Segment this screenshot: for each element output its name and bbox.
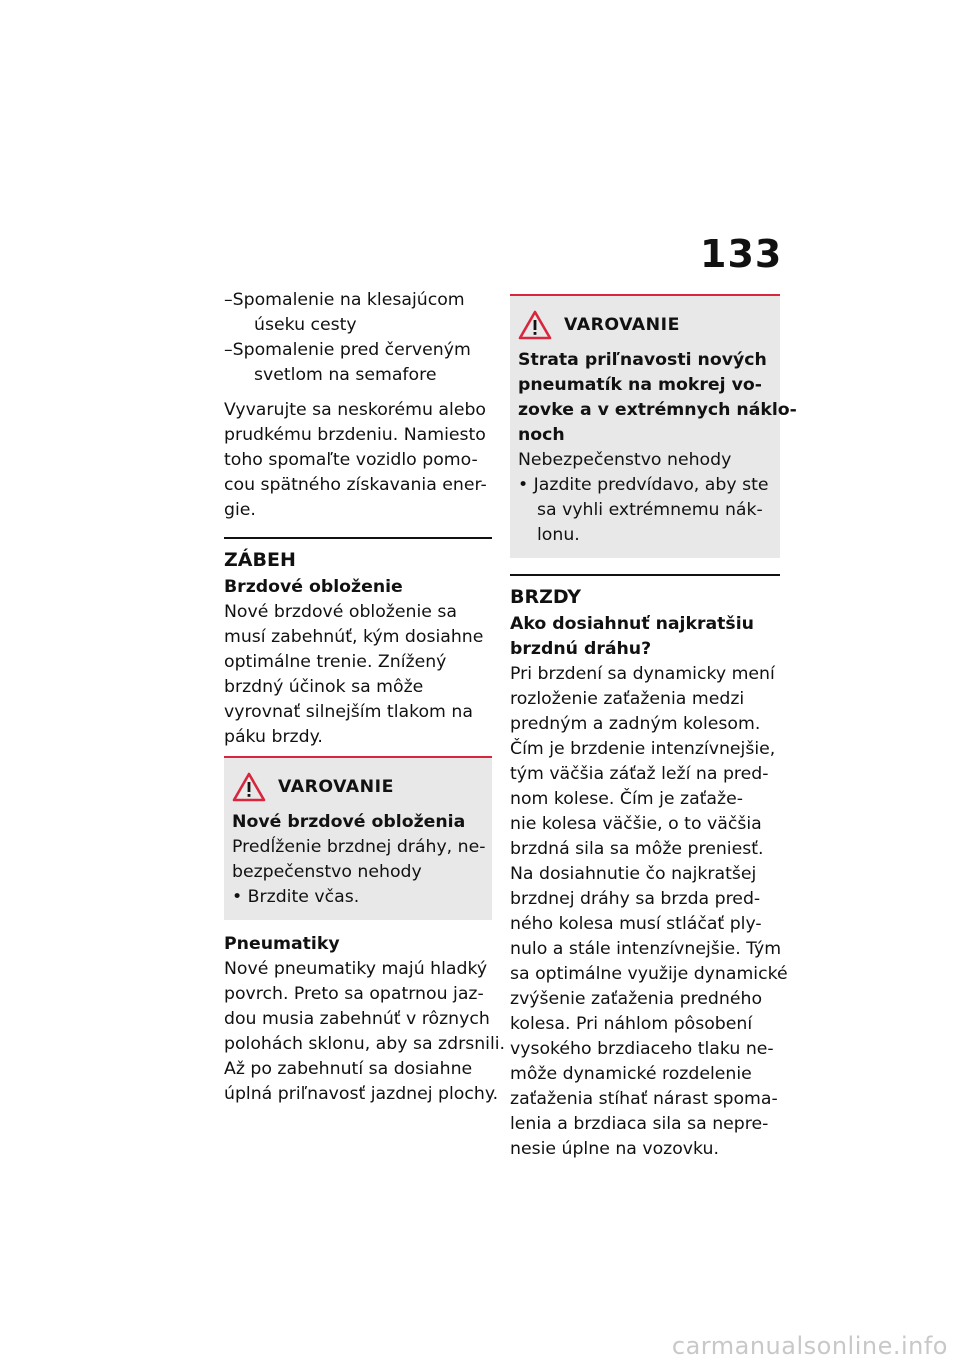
warning-heading-line: pneumatík na mokrej vo-	[518, 375, 762, 395]
brake-pads-line: optimálne trenie. Znížený	[224, 652, 447, 672]
body-line: brzdnej dráhy sa brzda pred-	[510, 889, 761, 909]
body-line: vysokého brzdiaceho tlaku ne-	[510, 1039, 774, 1059]
warning-heading-line: zovke a v extrémnych náklo-	[518, 400, 797, 420]
body-line: tým väčšia záťaž leží na pred-	[510, 764, 769, 784]
body-line: zvýšenie zaťaženia predného	[510, 989, 763, 1009]
advice-line: Vyvarujte sa neskorému alebo	[224, 400, 487, 420]
brake-pads-line: musí zabehnúť, kým dosiahne	[224, 627, 484, 647]
section-title-zabeh: ZÁBEH	[224, 549, 296, 571]
section-title-brzdy: BRZDY	[510, 586, 582, 608]
warning-heading-line: noch	[518, 425, 565, 445]
warning-triangle-icon	[232, 772, 266, 802]
warning-line: bezpečenstvo nehody	[232, 862, 422, 882]
warning-bullet-line: sa vyhli extrémnemu nák-	[537, 500, 763, 520]
body-line: Na dosiahnutie čo najkratšej	[510, 864, 757, 884]
body-line: lenia a brzdiaca sila sa nepre-	[510, 1114, 769, 1134]
warning-triangle-icon	[518, 310, 552, 340]
warning-label: VAROVANIE	[564, 315, 680, 335]
body-line: sa optimálne využije dynamické	[510, 964, 788, 984]
tyres-line: povrch. Preto sa opatrnou jaz-	[224, 984, 484, 1004]
page-number: 133	[700, 232, 783, 276]
advice-line: cou spätného získavania ener-	[224, 475, 487, 495]
tyres-heading: Pneumatiky	[224, 934, 340, 954]
body-line: môže dynamické rozdelenie	[510, 1064, 752, 1084]
section-brzdy	[510, 574, 788, 1162]
tyres-line: polohách sklonu, aby sa zdrsnili.	[224, 1034, 506, 1054]
brake-pads-heading: Brzdové obloženie	[224, 577, 403, 597]
body-line: nulo a stále intenzívnejšie. Tým	[510, 939, 782, 959]
brake-pads-line: vyrovnať silnejším tlakom na	[224, 702, 473, 722]
brake-pads-line: páku brzdy.	[224, 727, 323, 747]
tyres-line: dou musia zabehnúť v rôznych	[224, 1009, 490, 1029]
right-column	[510, 294, 797, 1162]
advice-line: gie.	[224, 500, 256, 520]
warning-header	[518, 310, 774, 340]
warning-bullet-line: lonu.	[537, 525, 580, 545]
tyres-line: Nové pneumatiky majú hladký	[224, 959, 488, 979]
advice-line: toho spomaľte vozidlo pomo-	[224, 450, 478, 470]
intro-item-1-line-2: úseku cesty	[254, 315, 357, 335]
brake-pads-line: brzdný účinok sa môže	[224, 677, 424, 697]
body-line: predným a zadným kolesom.	[510, 714, 761, 734]
tyres-paragraph	[224, 932, 506, 1107]
body-line: Pri brzdení sa dynamicky mení	[510, 664, 775, 684]
intro-item-2-line-2: svetlom na semafore	[254, 365, 437, 385]
left-column	[224, 288, 506, 1107]
brake-pads-line: Nové brzdové obloženie sa	[224, 602, 457, 622]
tyres-line: Až po zabehnutí sa dosiahne	[224, 1059, 473, 1079]
body-line: brzdná sila sa môže preniesť.	[510, 839, 764, 859]
warning-bullet-line: • Jazdite predvídavo, aby ste	[518, 475, 769, 495]
section-zabeh	[224, 537, 506, 1107]
advice-paragraph	[224, 398, 492, 523]
intro-item-1-line-1: –Spomalenie na klesajúcom	[224, 290, 465, 310]
warning-label: VAROVANIE	[278, 777, 394, 797]
body-line: ného kolesa musí stláčať ply-	[510, 914, 762, 934]
body-line: kolesa. Pri náhlom pôsobení	[510, 1014, 753, 1034]
body-line: Čím je brzdenie intenzívnejšie,	[510, 739, 776, 759]
advice-line: prudkému brzdeniu. Namiesto	[224, 425, 486, 445]
warning-box-brake-pads	[224, 756, 492, 920]
body-line: nie kolesa väčšie, o to väčšia	[510, 814, 762, 834]
body-line: nom kolese. Čím je zaťaže-	[510, 789, 743, 809]
warning-heading-line: Strata priľnavosti nových	[518, 350, 767, 370]
warning-bullet: • Brzdite včas.	[232, 887, 360, 907]
warning-box-tyres	[510, 294, 797, 558]
intro-item-2-line-1: –Spomalenie pred červeným	[224, 340, 471, 360]
warning-line: Nebezpečenstvo nehody	[518, 450, 732, 470]
warning-line: Predĺženie brzdnej dráhy, ne-	[232, 837, 486, 857]
tyres-line: úplná priľnavosť jazdnej plochy.	[224, 1084, 499, 1104]
body-line: zaťaženia stíhať nárast spoma-	[510, 1089, 778, 1109]
body-line: rozloženie zaťaženia medzi	[510, 689, 745, 709]
body-line: nesie úplne na vozovku.	[510, 1139, 719, 1159]
warning-header	[232, 772, 486, 802]
watermark-link[interactable]: carmanualsonline.info	[671, 1332, 948, 1360]
question-line: brzdnú dráhu?	[510, 639, 652, 659]
warning-heading: Nové brzdové obloženia	[232, 812, 466, 832]
question-line: Ako dosiahnuť najkratšiu	[510, 614, 754, 634]
